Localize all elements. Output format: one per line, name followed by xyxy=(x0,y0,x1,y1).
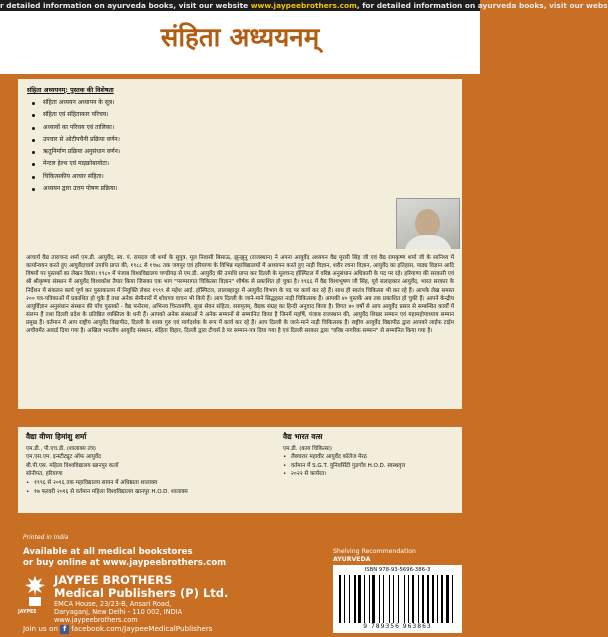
list-item: • लैक्चरार महावीर आयुर्वेद कॉलेज मेरठ xyxy=(283,453,458,462)
ticker-text: r detailed information on ayurveda books, visit our website xyxy=(0,1,251,10)
ticker-text: , for detailed information on ayurveda books, visit our webs xyxy=(356,1,608,10)
co-author-2 xyxy=(283,433,458,479)
author-bio xyxy=(26,254,454,336)
list-item: ऋतुनिर्माण प्रक्रिया अनुसंधान वर्णन। xyxy=(27,146,120,158)
jaypee-logo-icon xyxy=(23,575,47,609)
barcode-bar xyxy=(389,575,390,623)
barcode-bar xyxy=(450,575,451,623)
barcode-bar xyxy=(346,575,349,623)
barcode-bar xyxy=(446,575,449,623)
co-author-line: एम.डी. (काय चिकित्सा) xyxy=(283,445,332,452)
co-author-line: बी.पी.एस. महिला विश्वविद्यालय खानपुर कलाँ xyxy=(26,462,119,469)
barcode-bar xyxy=(427,575,430,623)
barcode-bar xyxy=(398,575,399,623)
barcode-bar xyxy=(339,575,341,623)
shelving-label: Shelving Recommendation xyxy=(333,548,416,555)
availability-note xyxy=(23,547,226,569)
barcode-bar xyxy=(410,575,411,623)
address-line: www.jaypeebrothers.com xyxy=(54,616,138,625)
bio-paragraph: आचार्य वैद्य ताराचन्द शर्मा एम.डी. आयुर्वेद, स्व. पं. रामदत्त जी शर्मा के सुपुत्र, मूल निवासी बिसाऊ, झुन्झुनू (राजस्थान) ने अपना आयुर्वेद अध्ययन वैद्य मुरारी सिंह जी एवं वैद्य रामकृष्ण शर्मा जी के सानिध्य में कार्यान्वयन करते हुए आयुर्वेदाचार्य उपाधि प्राप्त की, १९८८ से १९७८ तक जयपुर एवं हरियाणा के विभिन्न महाविद्यालयों में अध्यापन करते हुए नाड़ी विज्ञान, शरीर रचना विज्ञान, आयुर्वेद का इतिहास, पाठ्य विज्ञान आदि विषयों पर पुस्तकों का लेखन किया। १९८० में पंजाब विश्वविद्यालय चण्डीगढ़ से एम.डी. आयुर्वेद की उपाधि प्राप्त कर दिल्ली के मूलचन्द हॉस्पिटल में वरिष्ठ अनुसंधान अधिकारी के पद पर रहे। हरियाणा की सरकारी एवं श्री श्रीकृष्णा संस्थान में आयुर्वेद विश्वकोश तैयार किया जिसका एक भाग "परम्परागत चिकित्सा विज्ञान" शीर्षक से प्रकाशित हो चुका है। १९६६ में वैद्य विश्वभूषण जी सिंह, पूर्व सलाहकार आयुर्वेद, भारत सरकार के निर्देशन में संकलन कार्य पूर्ण कर पुस्तकालय में नियुक्ति लेकर १९९९ से महेश आई. हॉस्पिटल, लालबहादुर में आयुर्वेद विभाग के पद पर कार्य कर रहे हैं। साथ ही स्वतंत्र चिकित्सा भी कर रहे हैं। xyxy=(26,255,454,294)
printed-in-india: Printed in India xyxy=(23,534,69,541)
address-line: Daryaganj, New Delhi - 110 002, INDIA xyxy=(54,608,183,617)
barcode-bar xyxy=(357,575,358,623)
barcode-bar xyxy=(383,575,384,623)
join-us-label: Join us on xyxy=(23,624,61,633)
barcode-bar xyxy=(393,575,395,623)
barcode-digits: 9 789356 963863 xyxy=(363,623,432,630)
author-bio-panel xyxy=(18,249,462,409)
barcode-bar xyxy=(444,575,445,623)
jaypee-logo-tag: JAYPEE xyxy=(18,610,37,615)
barcode-bar xyxy=(435,575,436,623)
barcode-bar xyxy=(420,575,421,623)
isbn-barcode xyxy=(333,565,462,633)
co-author-bullets xyxy=(26,479,241,496)
barcode-bar xyxy=(376,575,378,623)
bio-paragraph: आपके लेख समस्त २०० पत्र-पत्रिकाओं में प्रकाशित हो चुके हैं तथा अनेक सेमीनारों में शोधपत्र वाचन भी किये हैं। आप दिल्ली के जाने-माने सिद्धहस्त नाड़ी चिकित्सक हैं। आपकी ४० पुस्तकें अब तक प्रकाशित हो चुकी हैं। आपने केन्द्रीय आयुर्विज्ञान अनुसंधान संस्थान की पाँच पुस्तकों - वैद्य मनोरमा, अभिनव चिन्तामणि, सुधा सेवन संहिता, रसामृतम्, वैद्यक संग्रह का हिन्दी अनुवाद किया है। xyxy=(26,287,455,310)
barcode-bar xyxy=(415,575,418,623)
barcode-bar xyxy=(412,575,414,623)
barcode-bar xyxy=(342,575,343,623)
publisher-name-line: JAYPEE BROTHERS xyxy=(54,573,173,587)
co-author-1 xyxy=(26,433,241,496)
barcode-bar xyxy=(405,575,407,623)
facebook-link[interactable] xyxy=(23,624,213,634)
barcode-bar xyxy=(430,575,431,623)
list-item: • वर्तमान में S.G.T. युनिवर्सिटी गुडगाँव H.O.D. स्वस्थवृत्त xyxy=(283,462,458,471)
barcode-bar xyxy=(370,575,371,623)
shelving-category: AYURVEDA xyxy=(333,556,371,563)
barcode-bar xyxy=(395,575,397,623)
co-author-line: एम.एस.एम. इन्स्टीट्यूट ऑफ आयुर्वेद xyxy=(26,454,101,461)
address-line: EMCA House, 23/23-B, Ansari Road, xyxy=(54,600,172,608)
barcode-bar xyxy=(437,575,438,623)
co-author-name: वैद्या वीणा हिमांशु शर्मा xyxy=(26,432,87,441)
list-item: संहिता अध्ययन अध्यापन के सूत्र। xyxy=(27,97,120,109)
website-ticker xyxy=(0,0,608,11)
co-author-bullets xyxy=(283,453,458,479)
barcode-bar xyxy=(381,575,383,623)
co-author-name: वैद्य भारत वत्स xyxy=(283,432,323,441)
barcode-bar xyxy=(391,575,392,623)
barcode-bar xyxy=(418,575,419,623)
barcode-bar xyxy=(404,575,405,623)
barcode-bar xyxy=(432,575,434,623)
barcode-bar xyxy=(422,575,424,623)
publisher-name-line: Medical Publishers (P) Ltd. xyxy=(54,586,229,600)
list-item: • १७ फरवरी २०१६ से वर्तमान महिला विश्वविद्यालय खानपुर H.O.D. शालाक्य xyxy=(26,488,241,497)
barcode-bar xyxy=(385,575,388,623)
list-item: अध्ययन द्वारा उत्तम पोषण प्रक्रिया। xyxy=(27,183,120,195)
barcode-bar xyxy=(400,575,403,623)
bio-paragraph: विगत ४० वर्षों से आप आयुर्वेद प्रसार से सम्बन्धित कार्यों में संलग्न हैं तथा दिल्ली प्रदेश के प्रतिष्ठित व्यक्तित्व के धनी हैं। आपको अनेक संस्थाओं ने अनेक सम्मानों से सम्मानित किया है जिनमें महर्षि, पंजाब राजस्थान की, आयुर्वेद शिखर सम्मान एवं महामहोपाध्याय सम्मान प्रमुख हैं। वर्तमान में आप राष्ट्रीय आयुर्वेद विद्यापीठ, दिल्ली के शास्त्र गुरु एवं मार्गदर्शक के रूप में कार्य कर रहे हैं। आप दिल्ली के जाने-माने नाड़ी चिकित्सक हैं। राष्ट्रीय आयुर्वेद विद्यापीठ द्वारा आपको लाईफ टाईम अचीवमेंट अवार्ड दिया गया है। अखिल भारतीय आयुर्वेद संस्थान, संहिता विहार, दिल्ली द्वारा टीचर्स डे पर सम्मान-पत्र दिया गया है एवं दिल्ली सरकार द्वारा "वरिष्ठ नागरिक सम्मान" से सम्मानित किया गया है। xyxy=(26,303,454,335)
shelving-recommendation xyxy=(333,548,416,564)
book-title: संहिता अध्ययनम् xyxy=(160,23,320,53)
list-item: चिकित्सकीय आचार संहिता। xyxy=(27,171,120,183)
features-list xyxy=(27,97,120,195)
barcode-bar xyxy=(379,575,380,623)
co-author-line: एम.डी., पी.एच.डी. (शालाक्य तंत्र) xyxy=(26,445,96,452)
barcode-bar xyxy=(364,575,365,623)
facebook-url[interactable]: facebook.com/JaypeeMedicalPublishers xyxy=(71,624,213,633)
list-item: उपचार से ओटीपचैनी प्रक्रिया वर्णन। xyxy=(27,134,120,146)
availability-line: or buy online at www.jaypeebrothers.com xyxy=(23,558,227,568)
barcode-bar xyxy=(358,575,361,623)
co-authors-panel xyxy=(18,427,462,513)
barcode-bars xyxy=(339,575,456,623)
barcode-bar xyxy=(349,575,350,623)
list-item: मेन्टल हेल्थ एवं माइक्रोबायोटा। xyxy=(27,158,120,170)
barcode-bar xyxy=(425,575,426,623)
barcode-bar xyxy=(452,575,453,623)
features-heading: संहिता अध्ययनम्: पुस्तक की विशेषता xyxy=(27,87,114,94)
publisher-name xyxy=(54,574,228,600)
barcode-bar xyxy=(362,575,363,623)
barcode-bar xyxy=(441,575,443,623)
availability-line: Available at all medical bookstores xyxy=(23,547,193,557)
co-author-line: सोनीपत, हरियाणा xyxy=(26,471,63,478)
list-item: संहिता एवं संहिताकार परिचय। xyxy=(27,109,120,121)
barcode-bar xyxy=(453,575,455,623)
isbn-label: ISBN 978-93-5696-386-3 xyxy=(364,567,431,573)
list-item: अध्यायों का परिचय एवं तालिका। xyxy=(27,122,120,134)
barcode-bar xyxy=(369,575,370,623)
barcode-bar xyxy=(351,575,353,623)
barcode-bar xyxy=(408,575,409,623)
author-face xyxy=(415,209,440,238)
list-item: • १९९६ से २०१६ तक महाविद्यालय सायन में अधिष्ठाता शालाक्य xyxy=(26,479,241,488)
barcode-bar xyxy=(372,575,375,623)
barcode-bar xyxy=(354,575,356,623)
barcode-bar xyxy=(439,575,441,623)
list-item: • २०२२ से कार्यरत। xyxy=(283,470,458,479)
barcode-bar xyxy=(344,575,345,623)
website-link[interactable]: www.jaypeebrothers.com xyxy=(250,1,357,10)
publisher-address xyxy=(54,600,182,625)
barcode-bar xyxy=(366,575,368,623)
facebook-icon: f xyxy=(60,625,69,634)
